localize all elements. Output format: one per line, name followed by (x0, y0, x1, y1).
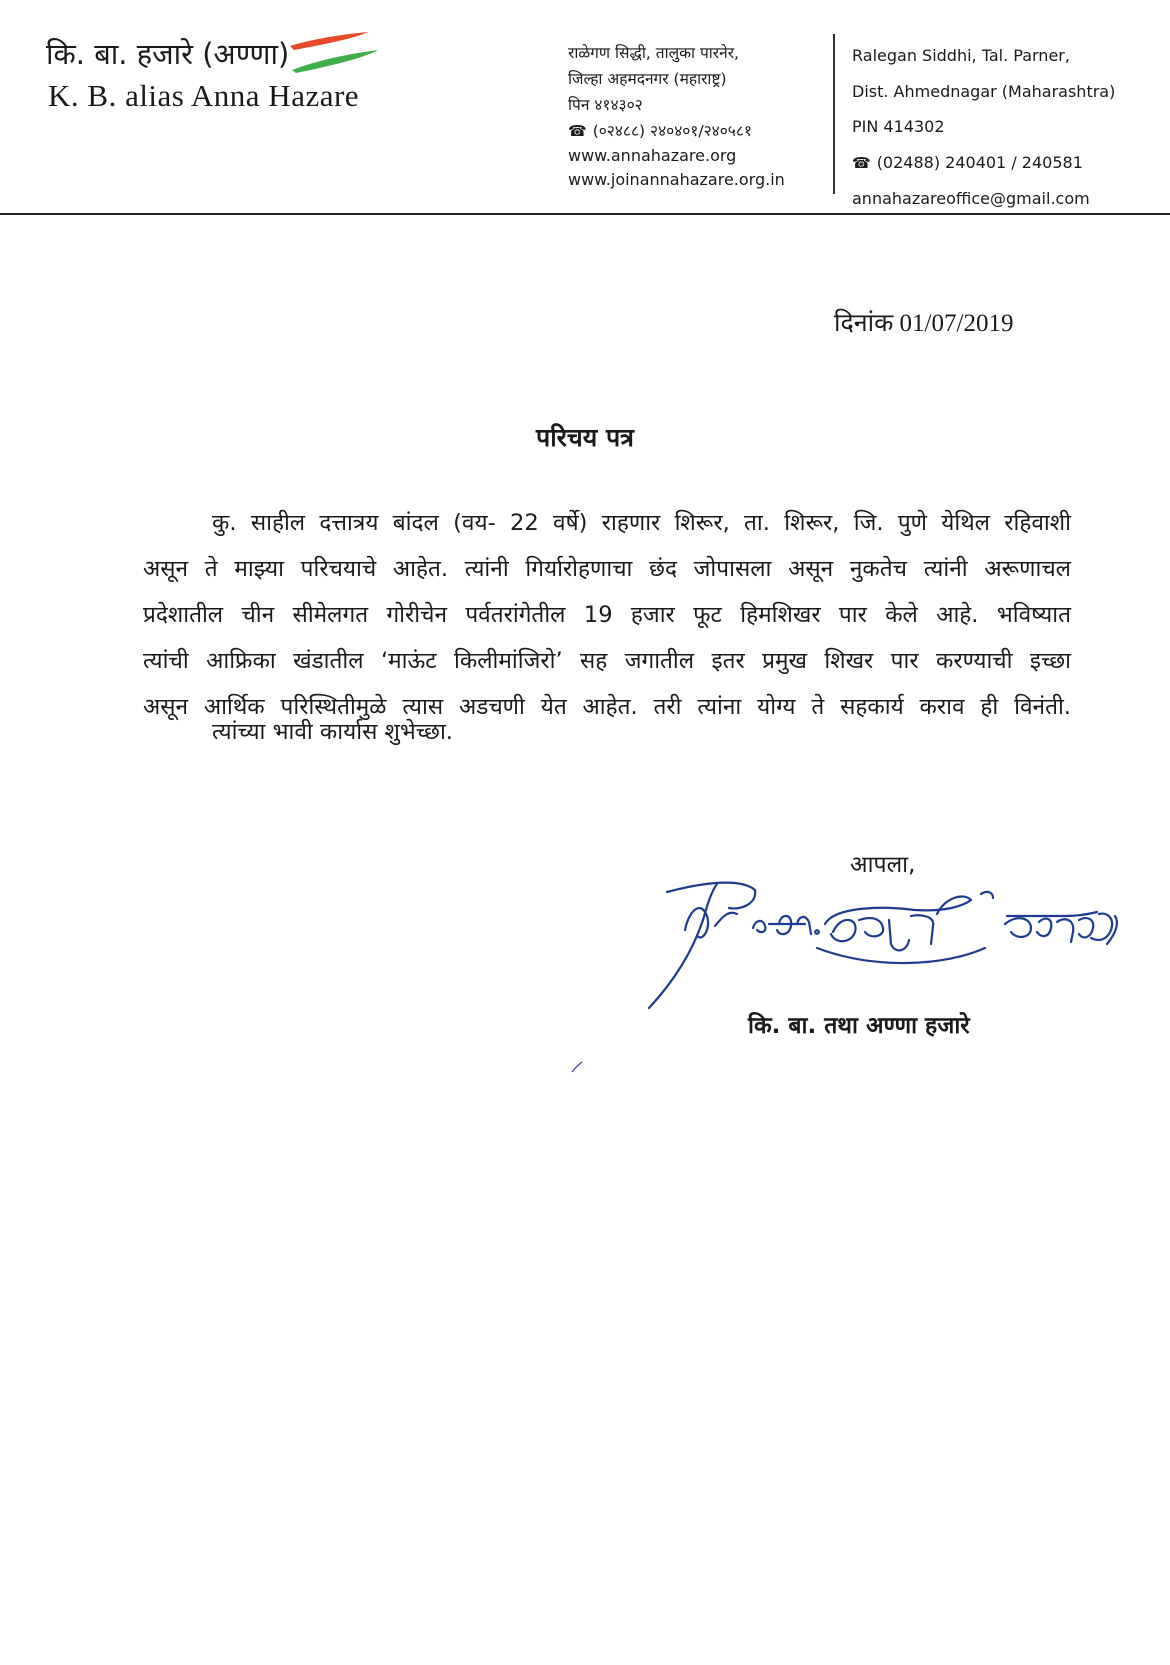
body-line: त्यांची आफ्रिका खंडातील ‘माऊंट किलीमांजिरो’ सह जगातील इतर प्रमुख शिखर पार करण्याची इच्छा (143, 648, 1071, 674)
address-line: Dist. Ahmednagar (Maharashtra) (852, 81, 1116, 101)
letter-title: परिचय पत्र (536, 423, 634, 452)
body-line: कु. साहील दत्तात्रय बांदल (वय- 22 वर्षे) राहणार शिरूर, ता. शिरूर, जि. पुणे येथिल रहिवाशी (212, 510, 1071, 536)
website-link[interactable]: www.joinannahazare.org.in (568, 170, 785, 189)
letter-body (143, 500, 1071, 730)
website-link[interactable]: www.annahazare.org (568, 146, 737, 165)
signatory-name: कि. बा. तथा अण्णा हजारे (748, 1013, 970, 1039)
letter-wishes: त्यांच्या भावी कार्यास शुभेच्छा. (212, 719, 453, 745)
flag-brush-strokes-icon (286, 30, 381, 75)
telephone-icon: ☎ (852, 153, 871, 172)
pin-code: पिन ४१४३०२ (568, 96, 643, 114)
letter-closing: आपला, (850, 852, 916, 878)
divider (833, 34, 835, 194)
letterhead-name-marathi: कि. बा. हजारे (अण्णा) (46, 37, 290, 71)
letter-date: दिनांक 01/07/2019 (834, 310, 1014, 337)
letterhead-divider (0, 213, 1170, 215)
body-line: असून आर्थिक परिस्थितीमुळे त्यास अडचणी येत आहेत. तरी त्यांना योग्य ते सहकार्य कराव ही विनंती. (143, 694, 1071, 720)
phone-number: (02488) 240401 / 240581 (876, 152, 1083, 172)
body-line: प्रदेशातील चीन सीमेलगत गोरीचेन पर्वतरांगेतील 19 हजार फूट हिमशिखर पार केले आहे. भविष्यात (143, 602, 1071, 628)
body-line: असून ते माझ्या परिचयाचे आहेत. त्यांनी गिर्यारोहणाचा छंद जोपासला असून नुकतेच त्यांनी अरूणाचल (143, 556, 1071, 582)
telephone-icon: ☎ (568, 122, 587, 140)
address-marathi (568, 40, 785, 192)
address-line: जिल्हा अहमदनगर (महाराष्ट्र) (568, 70, 727, 88)
email-link[interactable]: annahazareoffice@gmail.com (852, 189, 1090, 208)
phone-line (568, 118, 785, 144)
handwritten-signature (645, 870, 1155, 1020)
letterhead-name-english: K. B. alias Anna Hazare (48, 78, 360, 113)
phone-number: (०२४८८) २४०४०१/२४०५८१ (592, 122, 752, 140)
address-line: राळेगण सिद्धी, तालुका पारनेर, (568, 44, 739, 62)
address-line: Ralegan Siddhi, Tal. Parner, (852, 46, 1070, 65)
pen-mark-icon (570, 1060, 584, 1074)
phone-line (852, 145, 1115, 182)
pin-code: PIN 414302 (852, 117, 945, 136)
address-english (852, 38, 1115, 217)
